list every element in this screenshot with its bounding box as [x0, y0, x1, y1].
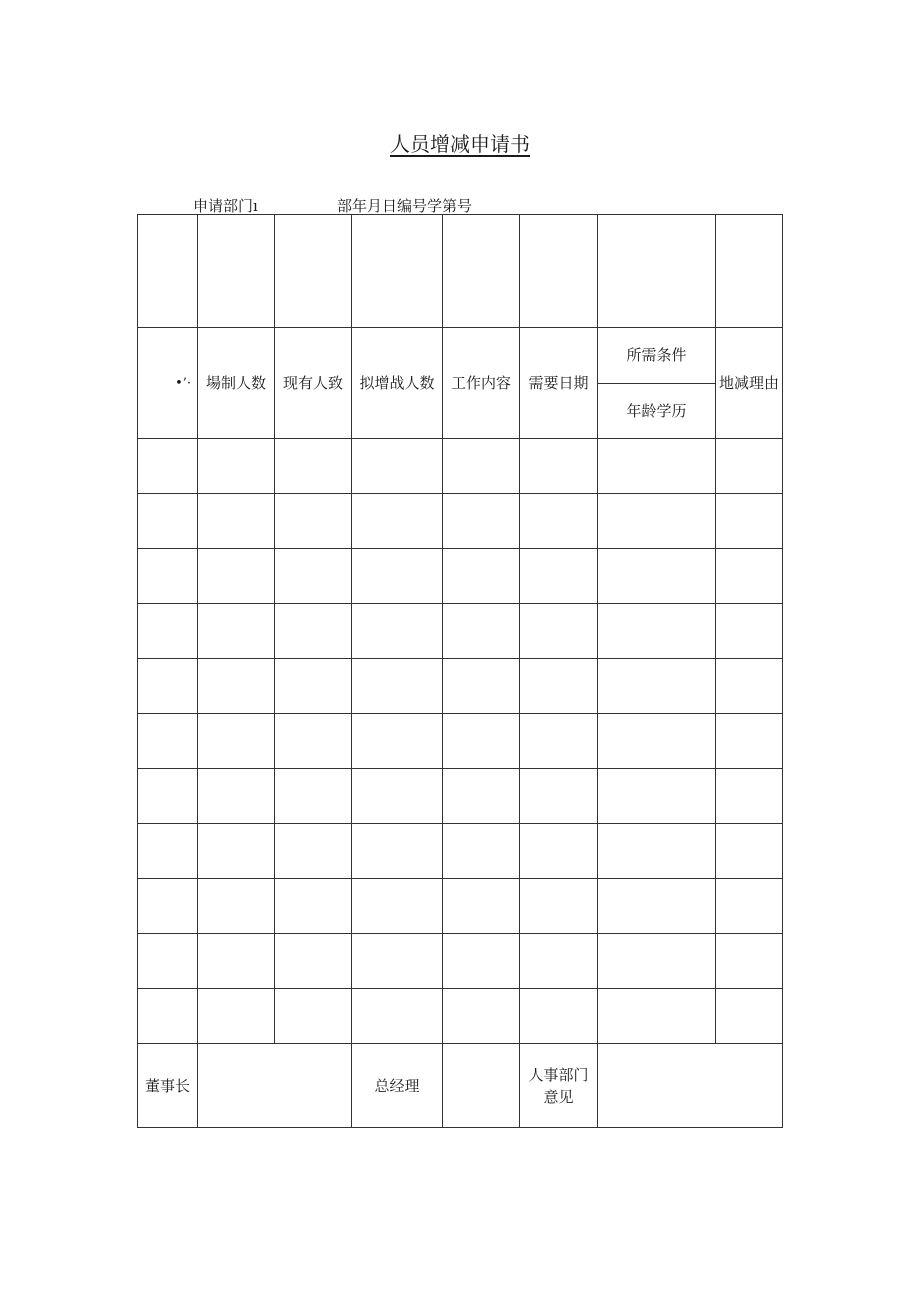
table-cell[interactable]: [138, 549, 198, 604]
table-cell[interactable]: [520, 769, 598, 824]
hr-opinion-label: [520, 1044, 598, 1128]
table-cell[interactable]: [716, 494, 783, 549]
table-cell[interactable]: [716, 989, 783, 1044]
hr-opinion-field[interactable]: [598, 1044, 783, 1128]
table-cell[interactable]: [716, 604, 783, 659]
table-cell[interactable]: [520, 549, 598, 604]
table-cell[interactable]: [598, 549, 716, 604]
table-cell[interactable]: [443, 714, 520, 769]
header-cell-current-count: 现有人致: [275, 328, 352, 439]
table-cell[interactable]: [275, 879, 352, 934]
table-cell[interactable]: [198, 659, 275, 714]
table-cell[interactable]: [352, 439, 443, 494]
approval-row: [138, 1044, 783, 1128]
table-cell[interactable]: [275, 714, 352, 769]
table-cell[interactable]: [352, 604, 443, 659]
table-row: [138, 714, 783, 769]
form-title: [0, 128, 920, 157]
table-cell[interactable]: [352, 549, 443, 604]
table-cell[interactable]: [352, 494, 443, 549]
form-title-text: 人员增减申请书: [390, 132, 530, 156]
table-cell[interactable]: [598, 659, 716, 714]
table-cell[interactable]: [198, 934, 275, 989]
blank-cell[interactable]: [443, 215, 520, 328]
table-cell[interactable]: [198, 824, 275, 879]
hr-opinion-label-line2: 意见: [543, 1087, 574, 1106]
table-row: [138, 824, 783, 879]
table-cell[interactable]: [598, 714, 716, 769]
staffing-change-table: [137, 214, 783, 1128]
table-cell[interactable]: [352, 879, 443, 934]
table-cell[interactable]: [275, 824, 352, 879]
table-cell[interactable]: [598, 879, 716, 934]
table-row: [138, 494, 783, 549]
data-rows: [138, 439, 783, 1044]
table-cell[interactable]: [443, 604, 520, 659]
general-manager-label: 总经理: [352, 1044, 443, 1128]
stray-mark: •’·: [175, 376, 191, 391]
blank-cell[interactable]: [716, 215, 783, 328]
table-cell[interactable]: [275, 989, 352, 1044]
table-cell[interactable]: [716, 879, 783, 934]
date-serial-line: 部年月日编号学第号: [337, 197, 473, 215]
table-cell[interactable]: [443, 934, 520, 989]
table-cell[interactable]: [716, 439, 783, 494]
general-manager-signature-field[interactable]: [443, 1044, 520, 1128]
table-cell[interactable]: [716, 549, 783, 604]
table-cell[interactable]: [598, 824, 716, 879]
table-cell[interactable]: [716, 714, 783, 769]
blank-cell[interactable]: [275, 215, 352, 328]
blank-top-row: [138, 215, 783, 328]
table-cell[interactable]: [520, 714, 598, 769]
table-cell[interactable]: [275, 439, 352, 494]
table-cell[interactable]: [598, 934, 716, 989]
header-row: [138, 328, 783, 439]
table-cell[interactable]: [598, 494, 716, 549]
blank-cell[interactable]: [520, 215, 598, 328]
table-cell[interactable]: [138, 439, 198, 494]
header-cell-mark: [138, 328, 198, 439]
table-cell[interactable]: [275, 934, 352, 989]
table-cell[interactable]: [520, 494, 598, 549]
table-cell[interactable]: [716, 934, 783, 989]
table-cell[interactable]: [275, 769, 352, 824]
table-row: [138, 879, 783, 934]
table-cell[interactable]: [138, 879, 198, 934]
header-cell-authorized-count: 場制人数: [198, 328, 275, 439]
applying-department-label: 申请部门ı: [193, 197, 258, 215]
table-row: [138, 549, 783, 604]
table-cell[interactable]: [520, 659, 598, 714]
table-row: [138, 769, 783, 824]
table-cell[interactable]: [138, 769, 198, 824]
table-cell[interactable]: [275, 494, 352, 549]
blank-cell[interactable]: [138, 215, 198, 328]
header-cell-reason: 地减理由: [716, 328, 783, 439]
table-cell[interactable]: [198, 769, 275, 824]
table-cell[interactable]: [198, 989, 275, 1044]
table-cell[interactable]: [443, 659, 520, 714]
header-cell-proposed-increase: 拟增战人数: [352, 328, 443, 439]
table-row: [138, 439, 783, 494]
table-cell[interactable]: [198, 439, 275, 494]
table-cell[interactable]: [275, 604, 352, 659]
table-cell[interactable]: [275, 659, 352, 714]
header-cell-job-content: 工作内容: [443, 328, 520, 439]
table-cell[interactable]: [443, 769, 520, 824]
table-cell[interactable]: [138, 934, 198, 989]
table-cell[interactable]: [352, 714, 443, 769]
table-cell[interactable]: [716, 769, 783, 824]
table-cell[interactable]: [352, 934, 443, 989]
table-cell[interactable]: [443, 989, 520, 1044]
table-cell[interactable]: [716, 824, 783, 879]
blank-cell[interactable]: [198, 215, 275, 328]
table-cell[interactable]: [138, 494, 198, 549]
blank-cell[interactable]: [352, 215, 443, 328]
table-cell[interactable]: [443, 549, 520, 604]
table-cell[interactable]: [520, 989, 598, 1044]
age-education-label: 年龄学历: [626, 401, 687, 420]
table-cell[interactable]: [138, 714, 198, 769]
chairman-signature-field[interactable]: [198, 1044, 352, 1128]
table-cell[interactable]: [352, 989, 443, 1044]
table-cell[interactable]: [598, 989, 716, 1044]
header-cell-needed-date: 需要日期: [520, 328, 598, 439]
header-cell-requirements: [598, 328, 716, 439]
table-cell[interactable]: [198, 549, 275, 604]
table-cell[interactable]: [598, 439, 716, 494]
table-cell[interactable]: [138, 989, 198, 1044]
hr-opinion-label-line1: 人事部门: [528, 1065, 589, 1084]
table-cell[interactable]: [716, 659, 783, 714]
table-cell[interactable]: [352, 769, 443, 824]
table-cell[interactable]: [520, 824, 598, 879]
table-cell[interactable]: [352, 659, 443, 714]
table-cell[interactable]: [598, 604, 716, 659]
table-cell[interactable]: [198, 604, 275, 659]
chairman-label: 董事长: [138, 1044, 198, 1128]
table-cell[interactable]: [520, 934, 598, 989]
table-cell[interactable]: [520, 879, 598, 934]
table-row: [138, 604, 783, 659]
table-cell[interactable]: [520, 439, 598, 494]
table-cell[interactable]: [138, 604, 198, 659]
table-cell[interactable]: [443, 439, 520, 494]
requirements-label: 所需条件: [598, 328, 715, 384]
table-cell[interactable]: [138, 659, 198, 714]
table-cell[interactable]: [198, 879, 275, 934]
table-row: [138, 659, 783, 714]
table-cell[interactable]: [443, 494, 520, 549]
blank-cell[interactable]: [598, 215, 716, 328]
table-cell[interactable]: [275, 549, 352, 604]
table-cell[interactable]: [138, 824, 198, 879]
table-cell[interactable]: [352, 824, 443, 879]
table-cell[interactable]: [198, 494, 275, 549]
table-cell[interactable]: [443, 879, 520, 934]
table-row: [138, 934, 783, 989]
table-cell[interactable]: [443, 824, 520, 879]
table-row: [138, 989, 783, 1044]
table-cell[interactable]: [198, 714, 275, 769]
table-cell[interactable]: [598, 769, 716, 824]
table-cell[interactable]: [520, 604, 598, 659]
